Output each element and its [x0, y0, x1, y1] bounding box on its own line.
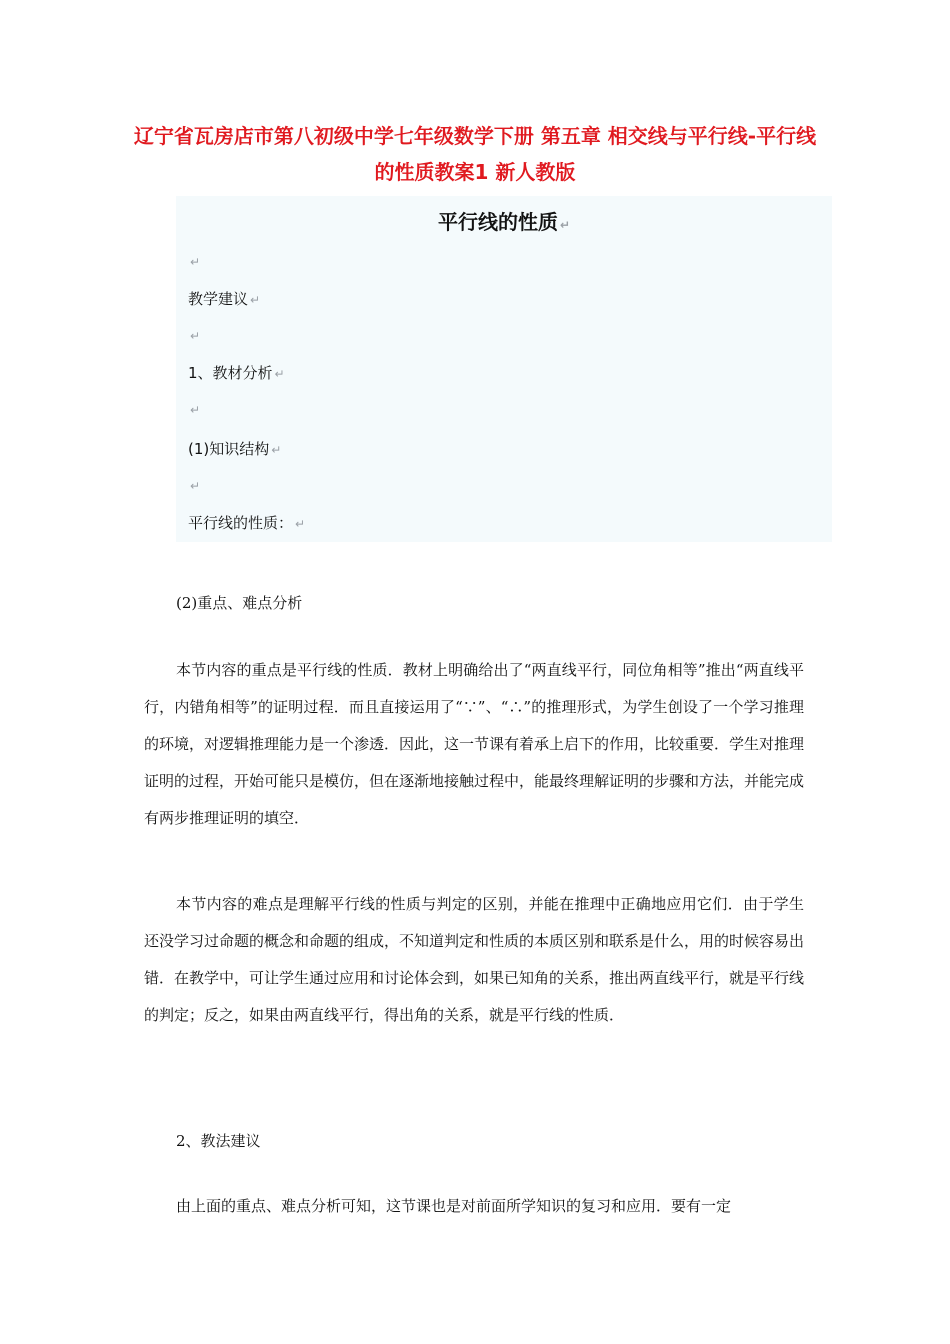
paragraph-mark-icon: ↵	[190, 479, 201, 493]
document-title: 辽宁省瓦房店市第八初级中学七年级数学下册 第五章 相交线与平行线-平行线的性质教案1 新人教版	[133, 124, 817, 184]
paragraph-mark-icon: ↵	[559, 218, 571, 232]
paragraph-mark-icon: ↵	[190, 403, 201, 417]
paragraph-mark-icon: ↵	[190, 255, 201, 269]
paragraph-mark-icon: ↵	[250, 293, 261, 307]
panel-heading: 平行线的性质 ↵	[437, 210, 571, 234]
empty-paragraph	[188, 326, 200, 344]
embedded-image-panel	[176, 196, 832, 542]
paragraph-key-points: 本节内容的重点是平行线的性质．教材上明确给出了“两直线平行，同位角相等”推出“两直线平行，内错角相等”的证明过程．而且直接运用了“∵”、“∴”的推理形式，为学生创设了一个学习推理的环境，对逻辑推理能力是一个渗透．因此，这一节课有着承上启下的作用，比较重要．学生对推理证明的过程，开始可能只是模仿，但在逐渐地接触过程中，能最终理解证明的步骤和方法，并能完成有两步推理证明的填空．	[144, 661, 805, 827]
panel-line-material-analysis: 1、教材分析 ↵	[188, 364, 285, 382]
paragraph-teaching-method: 由上面的重点、难点分析可知，这节课也是对前面所学知识的复习和应用．要有一定	[176, 1197, 732, 1215]
empty-paragraph	[188, 400, 200, 418]
empty-paragraph	[188, 252, 200, 270]
empty-paragraph	[188, 476, 200, 494]
paragraph-mark-icon: ↵	[271, 443, 282, 457]
panel-line-knowledge-structure: (1)知识结构 ↵	[188, 440, 282, 458]
panel-line-teaching-advice: 教学建议 ↵	[188, 290, 261, 308]
paragraph-mark-icon: ↵	[274, 367, 285, 381]
paragraph-mark-icon: ↵	[295, 517, 306, 531]
panel-line-parallel-properties: 平行线的性质： ↵	[188, 514, 306, 532]
section-heading-key-difficult-points: (2)重点、难点分析	[176, 594, 303, 612]
paragraph-difficult-points: 本节内容的难点是理解平行线的性质与判定的区别，并能在推理中正确地应用它们．由于学生还没学习过命题的概念和命题的组成，不知道判定和性质的本质区别和联系是什么，用的时候容易出错．在教学中，可让学生通过应用和讨论体会到，如果已知角的关系，推出两直线平行，就是平行线的判定；反之，如果由两直线平行，得出角的关系，就是平行线的性质．	[144, 895, 805, 1024]
section-heading-teaching-method: 2、教法建议	[176, 1132, 261, 1150]
paragraph-mark-icon: ↵	[190, 329, 201, 343]
